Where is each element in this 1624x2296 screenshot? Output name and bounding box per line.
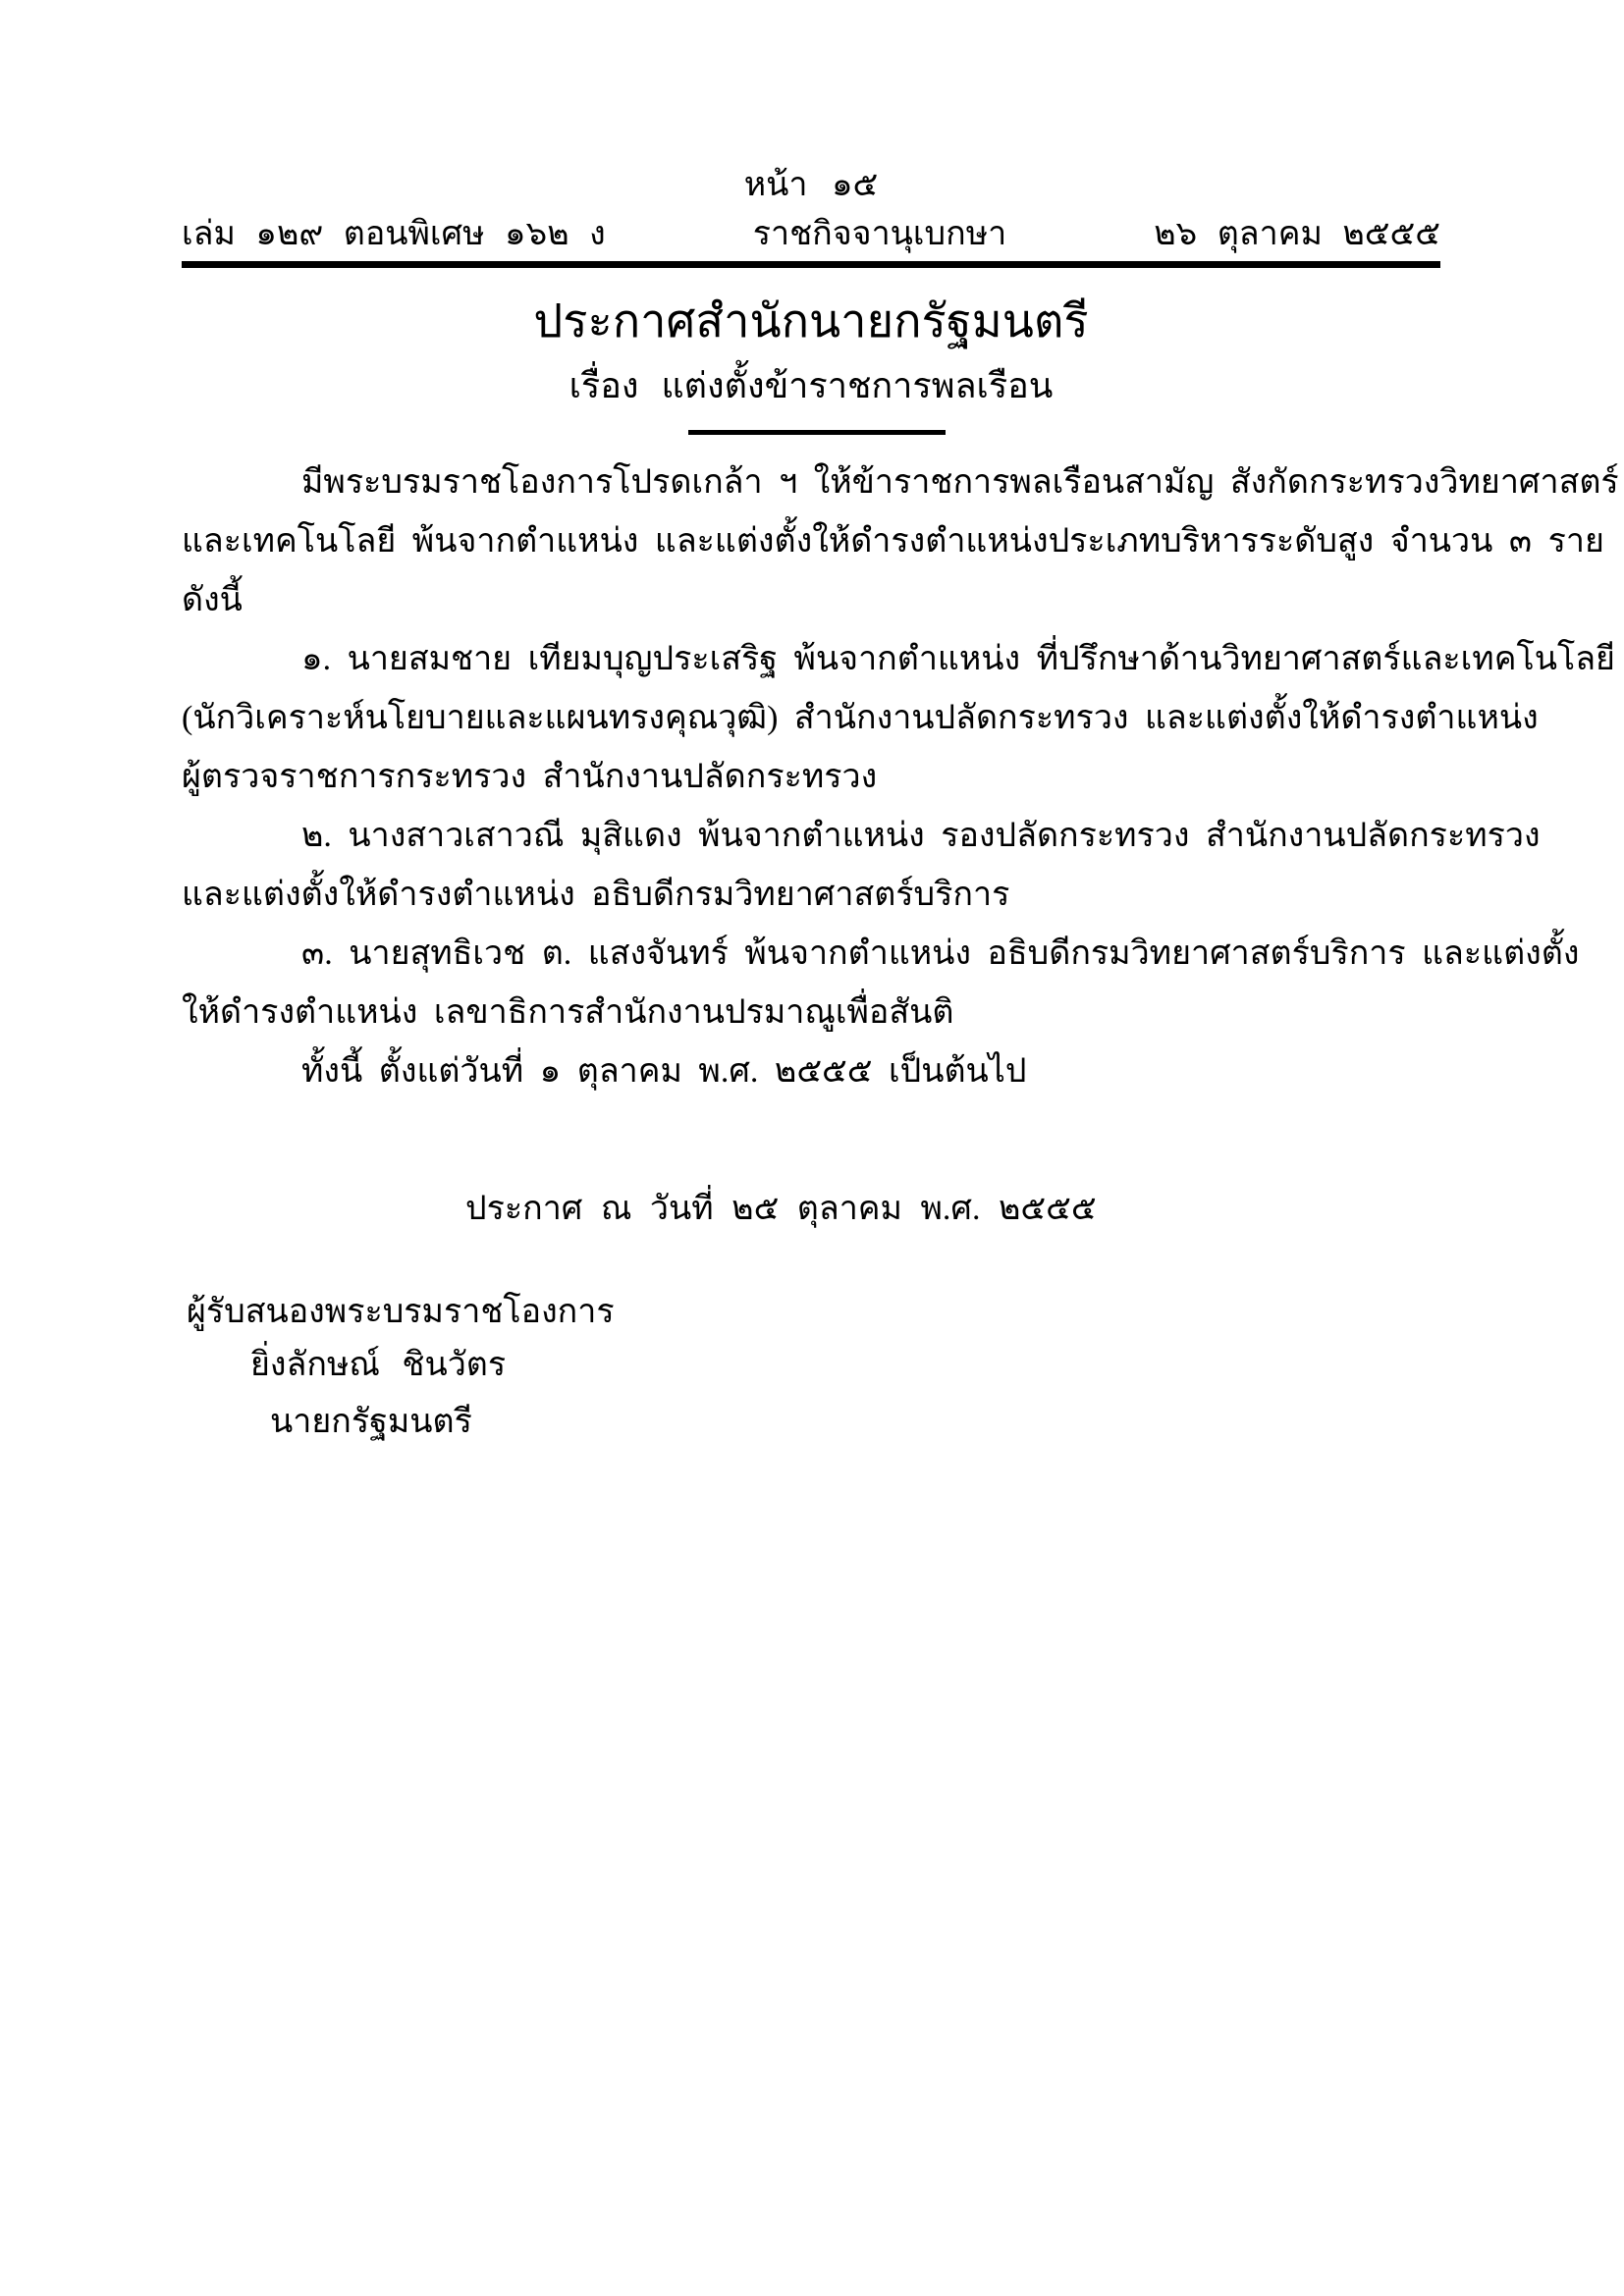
publication-date: ๒๖ ตุลาคม ๒๕๕๕ <box>1154 216 1440 252</box>
volume-issue-label: เล่ม ๑๒๙ ตอนพิเศษ ๑๖๒ ง <box>182 216 606 252</box>
body-text <box>182 454 1619 1101</box>
body-line-item-2: ๒. นางสาวเสาวณี มุสิแดง พ้นจากตำแหน่ง รองปลัดกระทรวง สำนักงานปลัดกระทรวง <box>301 818 1541 854</box>
body-line: และเทคโนโลยี พ้นจากตำแหน่ง และแต่งตั้งให้ดำรงตำแหน่งประเภทบริหารระดับสูง จำนวน ๓ ราย <box>182 523 1604 560</box>
body-line: ผู้ตรวจราชการกระทรวง สำนักงานปลัดกระทรวง <box>182 759 878 795</box>
body-line-effective-date: ทั้งนี้ ตั้งแต่วันที่ ๑ ตุลาคม พ.ศ. ๒๕๕๕ เป็นต้นไป <box>301 1053 1027 1090</box>
title-divider-rule <box>688 430 946 435</box>
signatory-name: ยิ่งลักษณ์ ชินวัตร <box>250 1347 507 1383</box>
body-line: ให้ดำรงตำแหน่ง เลขาธิการสำนักงานปรมาณูเพื่อสันติ <box>182 994 954 1031</box>
signatory-position: นายกรัฐมนตรี <box>270 1404 472 1440</box>
header-rule <box>182 261 1440 268</box>
page-number: หน้า ๑๕ <box>743 167 879 203</box>
body-line: มีพระบรมราชโองการโปรดเกล้า ฯ ให้ข้าราชการพลเรือนสามัญ สังกัดกระทรวงวิทยาศาสตร์ <box>301 464 1619 501</box>
document-title: ประกาศสำนักนายกรัฐมนตรี <box>533 296 1089 347</box>
proclamation-date-line: ประกาศ ณ วันที่ ๒๕ ตุลาคม พ.ศ. ๒๕๕๕ <box>465 1191 1097 1227</box>
body-line: และแต่งตั้งให้ดำรงตำแหน่ง อธิบดีกรมวิทยาศาสตร์บริการ <box>182 877 1010 913</box>
body-line-item-3: ๓. นายสุทธิเวช ต. แสงจันทร์ พ้นจากตำแหน่ง อธิบดีกรมวิทยาศาสตร์บริการ และแต่งตั้ง <box>301 935 1580 972</box>
body-line: (นักวิเคราะห์นโยบายและแผนทรงคุณวุฒิ) สำนักงานปลัดกระทรวง และแต่งตั้งให้ดำรงตำแหน่ง <box>182 700 1539 736</box>
body-line: ดังนี้ <box>182 582 243 618</box>
countersignature-label: ผู้รับสนองพระบรมราชโองการ <box>187 1294 615 1330</box>
gazette-header <box>182 206 1440 259</box>
document-subject: เรื่อง แต่งตั้งข้าราชการพลเรือน <box>568 366 1054 405</box>
body-line-item-1: ๑. นายสมชาย เทียมบุญประเสริฐ พ้นจากตำแหน่ง ที่ปรึกษาด้านวิทยาศาสตร์และเทคโนโลยี <box>301 641 1615 677</box>
gazette-name: ราชกิจจานุเบกษา <box>752 216 1007 252</box>
